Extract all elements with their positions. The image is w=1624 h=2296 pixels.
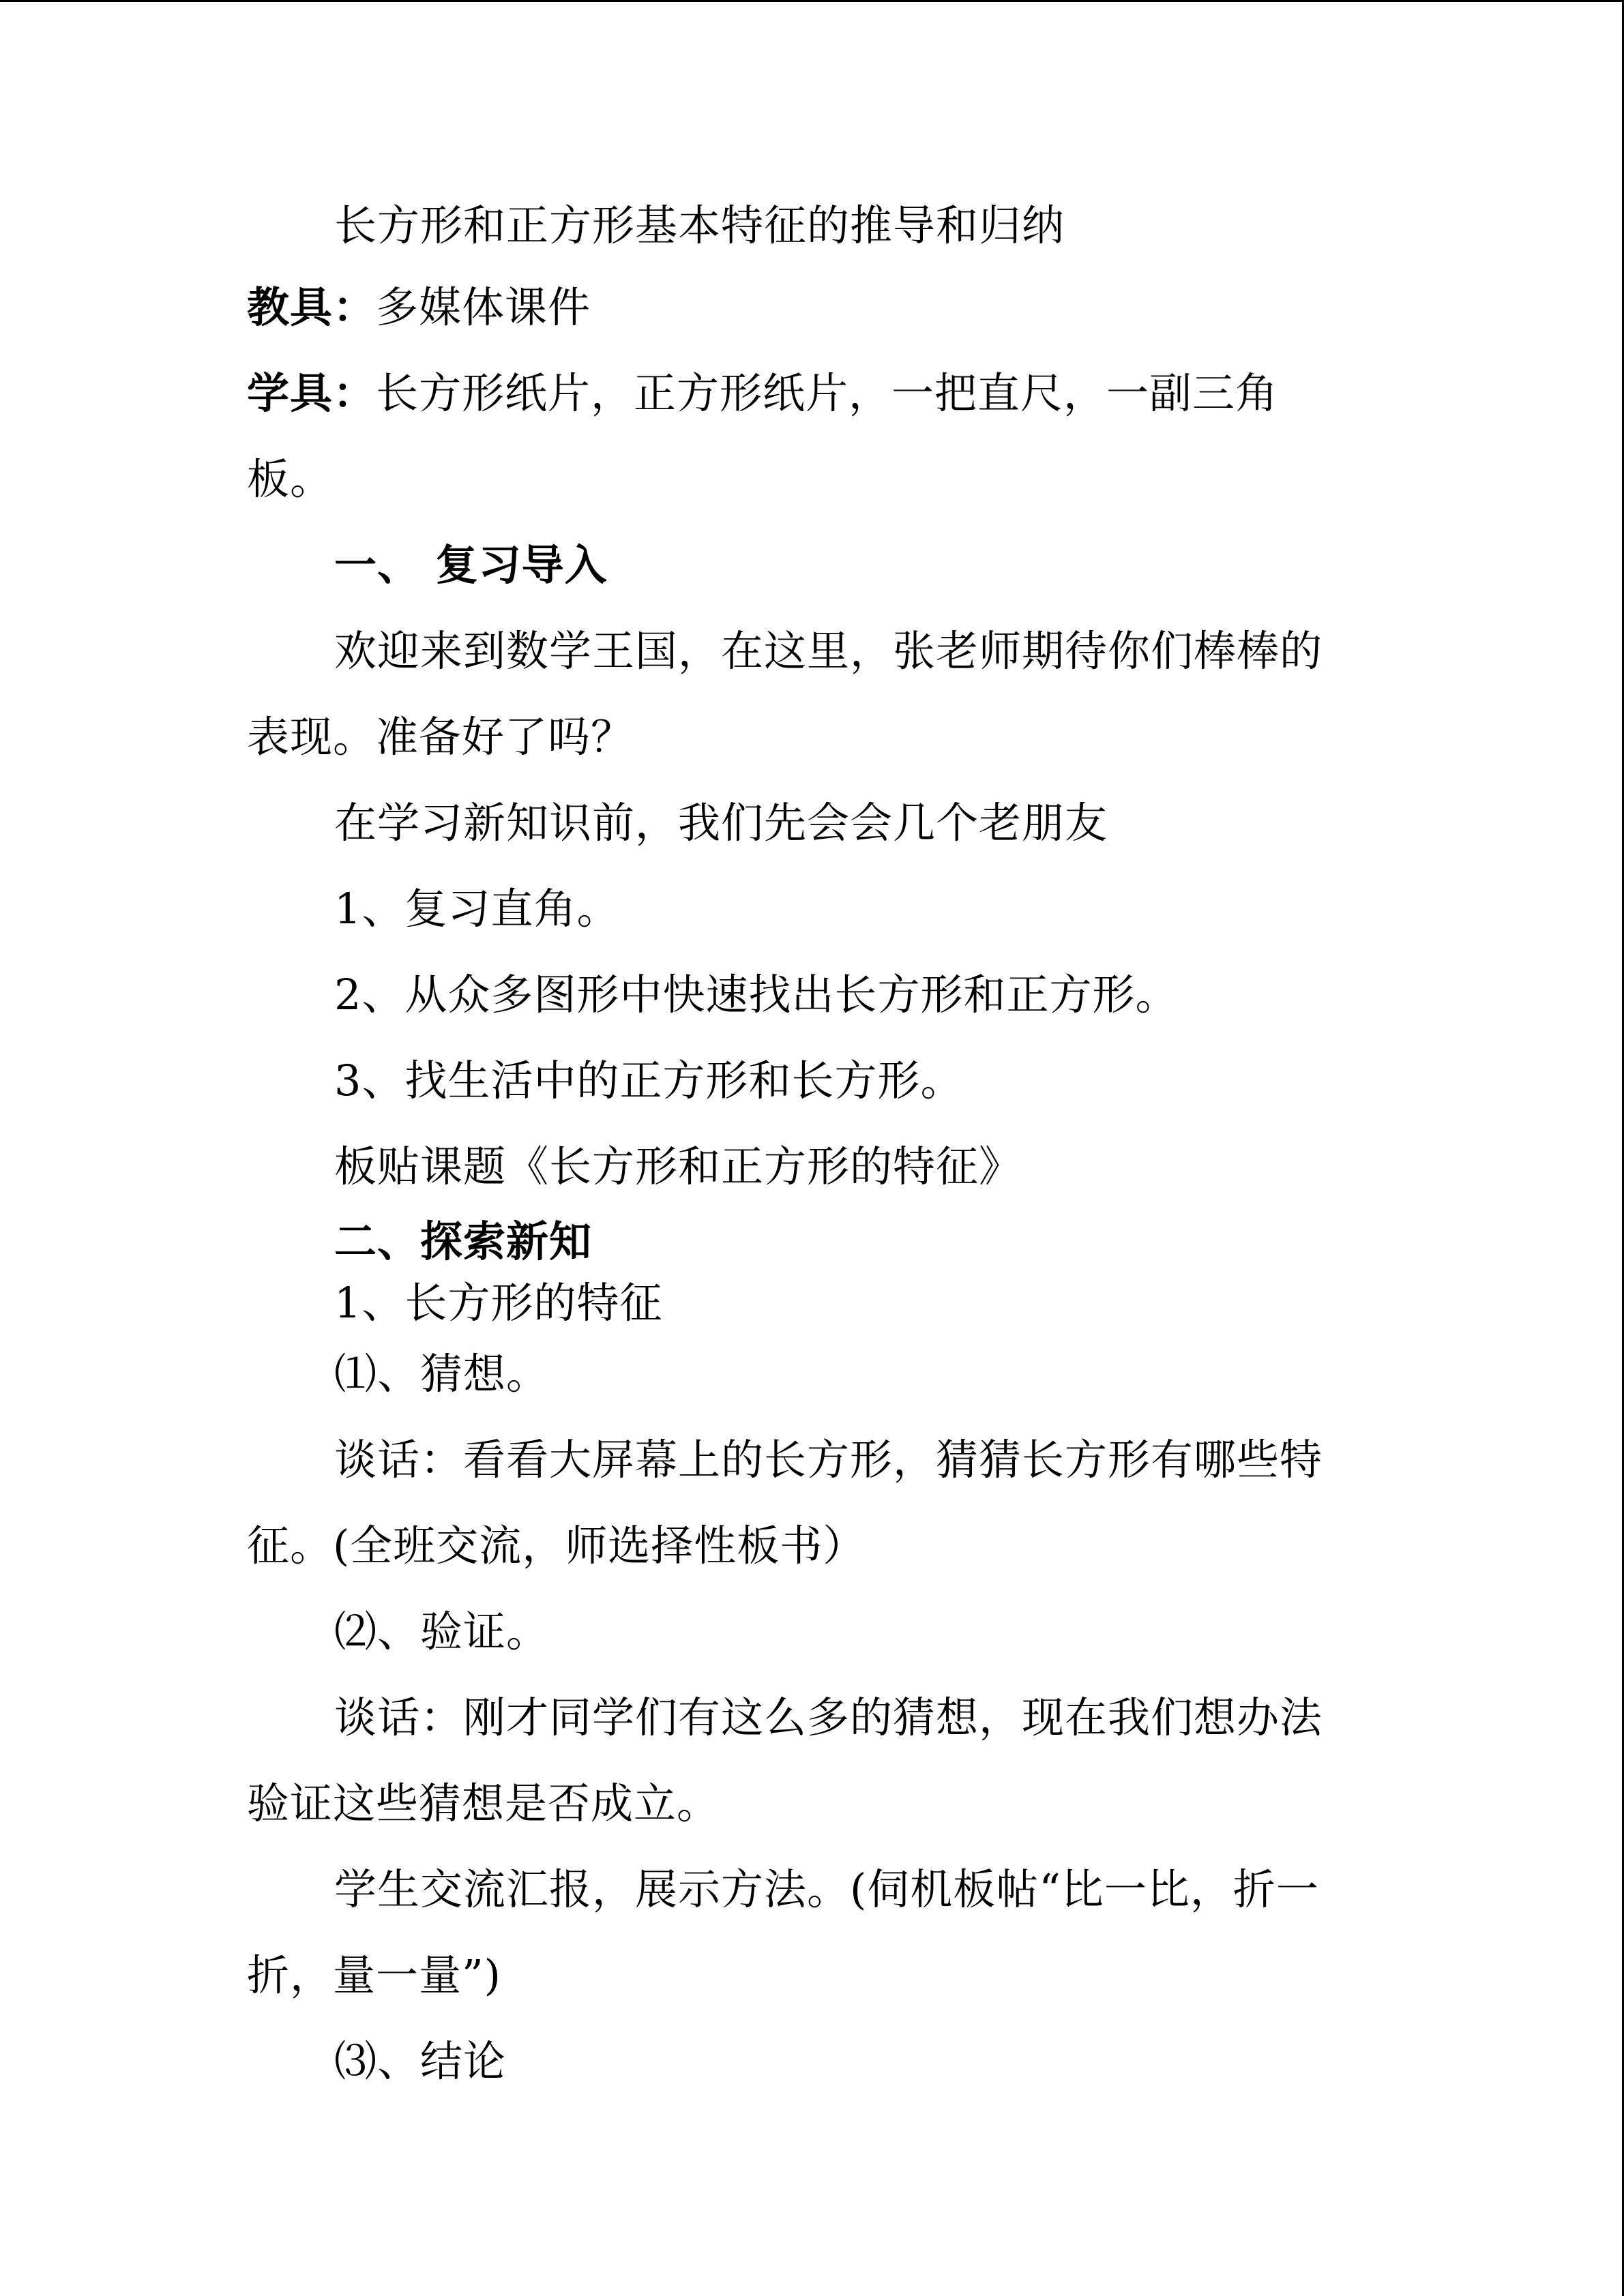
step-conclusion: ⑶、结论 <box>334 2036 507 2086</box>
learning-tools-line <box>247 368 1379 418</box>
talk2: 谈话：刚才同学们有这么多的猜想，现在我们想办法 <box>334 1693 1323 1742</box>
learning-tools-continuation: 板。 <box>247 454 334 504</box>
student-report-continuation: 折，量一量”) <box>247 1950 501 2000</box>
step-verify: ⑵、验证。 <box>334 1607 550 1656</box>
section1-paragraph2: 在学习新知识前，我们先会会几个老朋友 <box>334 798 1108 848</box>
talk1-continuation: 征。(全班交流，师选择性板书） <box>247 1521 866 1570</box>
section1-paragraph1: 欢迎来到数学王国，在这里，张老师期待你们棒棒的 <box>334 626 1323 676</box>
section1-paragraph1-continuation: 表现。准备好了吗？ <box>247 712 634 762</box>
page-border-top <box>0 0 1624 2</box>
learning-tools-label: 学具： <box>247 368 377 418</box>
learning-tools-text: 长方形纸片，正方形纸片，一把直尺，一副三角 <box>376 368 1279 418</box>
section1-heading: 一、 复习导入 <box>334 540 608 590</box>
teaching-aids-text: 多媒体课件 <box>376 282 591 332</box>
talk1: 谈话：看看大屏幕上的长方形，猜猜长方形有哪些特 <box>334 1435 1323 1485</box>
section2-heading: 二、探索新知 <box>334 1217 593 1266</box>
review-item-1: 1、复习直角。 <box>334 884 620 934</box>
step-guess: ⑴、猜想。 <box>334 1349 550 1399</box>
review-item-3: 3、找生活中的正方形和长方形。 <box>334 1056 964 1105</box>
student-report: 学生交流汇报，展示方法。(伺机板帖“比一比，折一 <box>334 1864 1319 1914</box>
talk2-continuation: 验证这些猜想是否成立。 <box>247 1778 720 1828</box>
review-item-2: 2、从众多图形中快速找出长方形和正方形。 <box>334 970 1179 1019</box>
teaching-aids-line <box>247 282 1379 332</box>
document-body <box>247 200 1379 2086</box>
teaching-aids-label: 教具： <box>247 282 377 332</box>
document-subtitle: 长方形和正方形基本特征的推导和归纳 <box>334 200 1065 250</box>
rectangle-features-heading: 1、长方形的特征 <box>334 1278 663 1328</box>
board-title: 板贴课题《长方形和正方形的特征》 <box>334 1142 1022 1191</box>
